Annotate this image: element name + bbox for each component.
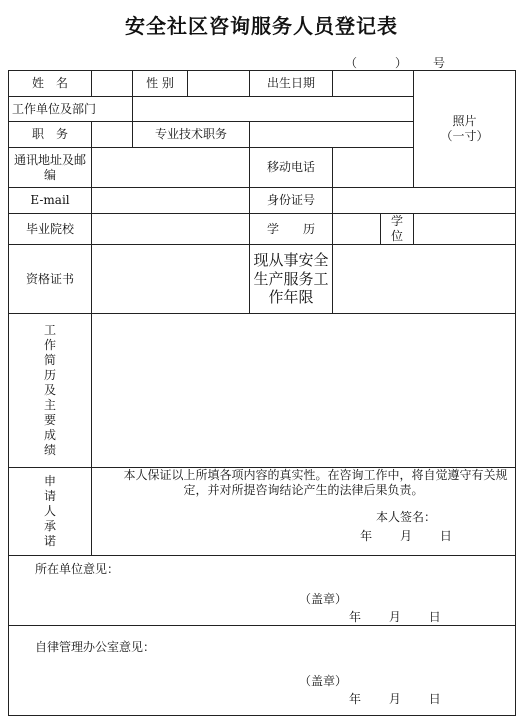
pledge-date xyxy=(300,527,512,546)
pledge-label-char: 承 xyxy=(43,519,56,533)
resume-value[interactable] xyxy=(92,314,516,468)
pledge-statement: 本人保证以上所填各项内容的真实性。在咨询工作中，将自觉遵守有关规定，并对所提咨询结论产生的法律后果负责。 xyxy=(123,468,508,497)
form-title: 安全社区咨询服务人员登记表 xyxy=(125,14,398,38)
qualification-label: 资格证书 xyxy=(9,245,92,314)
degree-value[interactable] xyxy=(414,214,516,245)
address-label: 通讯地址及邮编 xyxy=(9,148,92,188)
pledge-signature-block[interactable] xyxy=(300,508,512,546)
office-opinion-month: 月 xyxy=(388,692,401,706)
pledge-label-char: 请 xyxy=(43,489,56,503)
resume-label-char: 要 xyxy=(43,413,56,427)
gender-value[interactable] xyxy=(188,71,250,97)
photo-label: 照片 xyxy=(452,114,477,128)
pledge-content xyxy=(92,468,516,556)
signature-label: 本人签名： xyxy=(375,510,436,524)
birth-date-label: 出生日期 xyxy=(250,71,333,97)
pledge-label xyxy=(9,468,92,556)
position-value[interactable] xyxy=(92,122,133,148)
id-number-value[interactable] xyxy=(333,188,516,214)
education-label: 学 历 xyxy=(250,214,333,245)
pledge-label-char: 人 xyxy=(43,504,56,518)
resume-label-char: 工 xyxy=(43,323,56,337)
unit-opinion-box[interactable] xyxy=(9,556,516,626)
resume-label xyxy=(9,314,92,468)
birth-date-value[interactable] xyxy=(333,71,414,97)
work-unit-value[interactable] xyxy=(133,97,414,122)
resume-label-char: 主 xyxy=(43,398,56,412)
pledge-label-char: 诺 xyxy=(43,534,56,548)
gender-label: 性 别 xyxy=(133,71,188,97)
pledge-year: 年 xyxy=(360,529,373,544)
unit-opinion-label: 所在单位意见： xyxy=(35,562,120,576)
number-close-paren: ） xyxy=(395,56,408,70)
number-open-paren: （ xyxy=(345,56,358,70)
position-label: 职 务 xyxy=(9,122,92,148)
unit-opinion-day: 日 xyxy=(428,610,441,624)
office-opinion-year: 年 xyxy=(349,692,362,706)
school-value[interactable] xyxy=(92,214,250,245)
pledge-label-char: 申 xyxy=(43,474,56,488)
office-opinion-box[interactable] xyxy=(9,626,516,716)
education-value[interactable] xyxy=(333,214,381,245)
degree-label: 学 位 xyxy=(381,214,414,245)
photo-size-label: （一寸） xyxy=(440,129,489,143)
address-value[interactable] xyxy=(92,148,250,188)
office-opinion-day: 日 xyxy=(428,692,441,706)
pledge-month: 月 xyxy=(399,529,412,544)
unit-opinion-year: 年 xyxy=(349,610,362,624)
name-label: 姓 名 xyxy=(9,71,92,97)
technical-title-label: 专业技术职务 xyxy=(133,122,250,148)
unit-opinion-month: 月 xyxy=(388,610,401,624)
resume-label-char: 成 xyxy=(43,428,56,442)
photo-box[interactable] xyxy=(414,71,516,188)
unit-seal-label: （盖章） xyxy=(299,592,348,606)
school-label: 毕业院校 xyxy=(9,214,92,245)
resume-label-char: 绩 xyxy=(43,443,56,457)
registration-form-table xyxy=(8,70,516,716)
work-years-label: 现从事安全生产服务工作年限 xyxy=(250,245,333,314)
office-seal-label: （盖章） xyxy=(299,674,348,688)
work-unit-label: 工作单位及部门 xyxy=(9,97,133,122)
email-value[interactable] xyxy=(92,188,250,214)
email-label: E-mail xyxy=(9,188,92,214)
resume-label-char: 历 xyxy=(43,368,56,382)
resume-label-char: 及 xyxy=(43,383,56,397)
office-opinion-label: 自律管理办公室意见： xyxy=(35,640,156,654)
office-opinion-date xyxy=(349,692,465,707)
id-number-label: 身份证号 xyxy=(250,188,333,214)
resume-label-char: 简 xyxy=(43,353,56,367)
number-suffix: 号 xyxy=(433,56,446,70)
qualification-value[interactable] xyxy=(92,245,250,314)
technical-title-value[interactable] xyxy=(250,122,414,148)
mobile-value[interactable] xyxy=(333,148,414,188)
unit-opinion-date xyxy=(349,610,465,625)
pledge-day: 日 xyxy=(439,529,452,544)
resume-label-char: 作 xyxy=(43,338,56,352)
name-value[interactable] xyxy=(92,71,133,97)
mobile-label: 移动电话 xyxy=(250,148,333,188)
work-years-value[interactable] xyxy=(333,245,516,314)
